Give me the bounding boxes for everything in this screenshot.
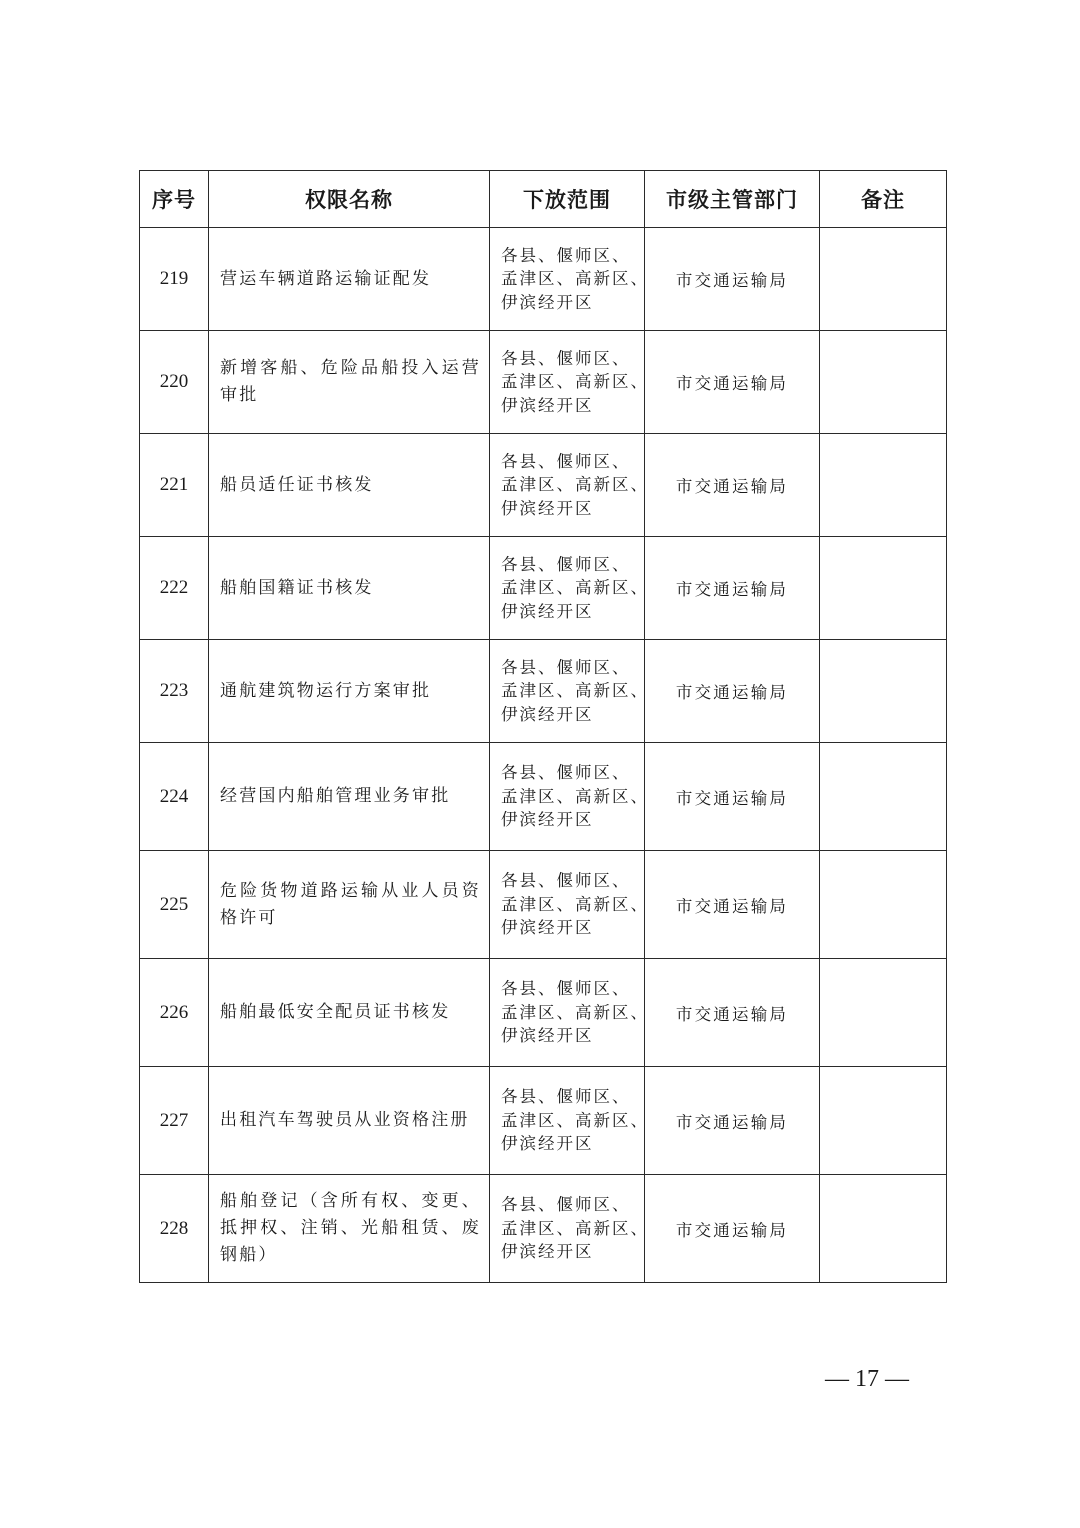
cell-remarks (820, 537, 947, 640)
header-delegation-scope: 下放范围 (490, 171, 645, 228)
cell-authority-name: 船舶登记（含所有权、变更、抵押权、注销、光船租赁、废钢船） (209, 1175, 490, 1283)
cell-delegation-scope: 各县、偃师区、 孟津区、高新区、 伊滨经开区 (490, 434, 645, 537)
cell-serial-number: 225 (140, 851, 209, 959)
table-row (140, 851, 947, 959)
cell-serial-number: 228 (140, 1175, 209, 1283)
authority-table (139, 170, 947, 1283)
cell-authority-name: 船员适任证书核发 (209, 434, 490, 537)
cell-delegation-scope: 各县、偃师区、 孟津区、高新区、 伊滨经开区 (490, 851, 645, 959)
cell-serial-number: 223 (140, 640, 209, 743)
cell-authority-name: 船舶最低安全配员证书核发 (209, 959, 490, 1067)
cell-authority-name: 通航建筑物运行方案审批 (209, 640, 490, 743)
table-row (140, 228, 947, 331)
cell-municipal-department: 市交通运输局 (645, 1067, 820, 1175)
cell-remarks (820, 434, 947, 537)
cell-serial-number: 224 (140, 743, 209, 851)
cell-serial-number: 222 (140, 537, 209, 640)
cell-municipal-department: 市交通运输局 (645, 743, 820, 851)
cell-remarks (820, 228, 947, 331)
cell-serial-number: 219 (140, 228, 209, 331)
table-row (140, 959, 947, 1067)
cell-delegation-scope: 各县、偃师区、 孟津区、高新区、 伊滨经开区 (490, 640, 645, 743)
cell-authority-name: 营运车辆道路运输证配发 (209, 228, 490, 331)
table-row (140, 1175, 947, 1283)
table-row (140, 537, 947, 640)
header-remarks: 备注 (820, 171, 947, 228)
cell-delegation-scope: 各县、偃师区、 孟津区、高新区、 伊滨经开区 (490, 959, 645, 1067)
cell-authority-name: 新增客船、危险品船投入运营审批 (209, 331, 490, 434)
cell-delegation-scope: 各县、偃师区、 孟津区、高新区、 伊滨经开区 (490, 1067, 645, 1175)
page-number: — 17 — (825, 1366, 909, 1392)
cell-authority-name: 经营国内船舶管理业务审批 (209, 743, 490, 851)
cell-delegation-scope: 各县、偃师区、 孟津区、高新区、 伊滨经开区 (490, 228, 645, 331)
cell-remarks (820, 1067, 947, 1175)
cell-serial-number: 221 (140, 434, 209, 537)
table-row (140, 331, 947, 434)
table-header-row (140, 171, 947, 228)
cell-authority-name: 船舶国籍证书核发 (209, 537, 490, 640)
table-row (140, 743, 947, 851)
header-authority-name: 权限名称 (209, 171, 490, 228)
cell-municipal-department: 市交通运输局 (645, 228, 820, 331)
cell-serial-number: 227 (140, 1067, 209, 1175)
cell-remarks (820, 959, 947, 1067)
table-row (140, 1067, 947, 1175)
header-municipal-department: 市级主管部门 (645, 171, 820, 228)
table-row (140, 640, 947, 743)
cell-authority-name: 出租汽车驾驶员从业资格注册 (209, 1067, 490, 1175)
cell-delegation-scope: 各县、偃师区、 孟津区、高新区、 伊滨经开区 (490, 537, 645, 640)
header-serial-number: 序号 (140, 171, 209, 228)
cell-municipal-department: 市交通运输局 (645, 434, 820, 537)
cell-municipal-department: 市交通运输局 (645, 851, 820, 959)
cell-remarks (820, 640, 947, 743)
cell-municipal-department: 市交通运输局 (645, 537, 820, 640)
cell-municipal-department: 市交通运输局 (645, 1175, 820, 1283)
cell-remarks (820, 743, 947, 851)
cell-remarks (820, 1175, 947, 1283)
cell-municipal-department: 市交通运输局 (645, 959, 820, 1067)
cell-municipal-department: 市交通运输局 (645, 331, 820, 434)
cell-serial-number: 226 (140, 959, 209, 1067)
table-row (140, 434, 947, 537)
cell-delegation-scope: 各县、偃师区、 孟津区、高新区、 伊滨经开区 (490, 331, 645, 434)
cell-remarks (820, 331, 947, 434)
cell-authority-name: 危险货物道路运输从业人员资格许可 (209, 851, 490, 959)
cell-remarks (820, 851, 947, 959)
cell-municipal-department: 市交通运输局 (645, 640, 820, 743)
cell-serial-number: 220 (140, 331, 209, 434)
cell-delegation-scope: 各县、偃师区、 孟津区、高新区、 伊滨经开区 (490, 1175, 645, 1283)
cell-delegation-scope: 各县、偃师区、 孟津区、高新区、 伊滨经开区 (490, 743, 645, 851)
